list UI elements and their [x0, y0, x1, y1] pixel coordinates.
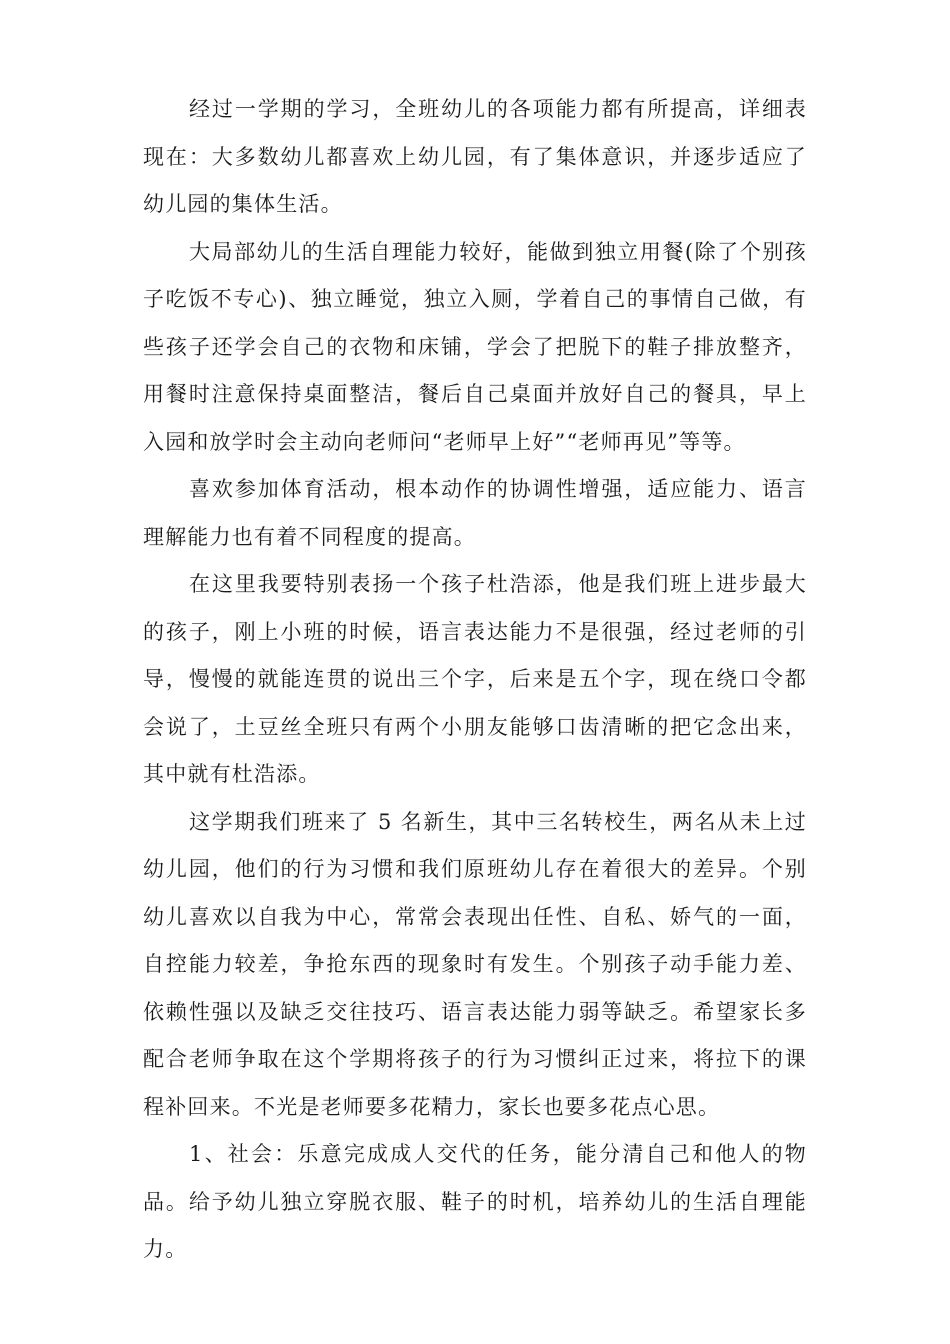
paragraph-4: 在这里我要特别表扬一个孩子杜浩添，他是我们班上进步最大的孩子，刚上小班的时候，语言表达能力不是很强，经过老师的引导，慢慢的就能连贯的说出三个字，后来是五个字，现在绕口令都会说了，土豆丝全班只有两个小朋友能够口齿清晰的把它念出来，其中就有杜浩添。 [143, 572, 807, 786]
paragraph-6: 1、社会：乐意完成成人交代的任务，能分清自己和他人的物品。给予幼儿独立穿脱衣服、鞋子的时机，培养幼儿的生活自理能力。 [143, 1142, 807, 1261]
document-body [143, 86, 807, 1274]
paragraph-1: 经过一学期的学习，全班幼儿的各项能力都有所提高，详细表现在：大多数幼儿都喜欢上幼儿园，有了集体意识，并逐步适应了幼儿园的集体生活。 [143, 97, 807, 216]
paragraph-2: 大局部幼儿的生活自理能力较好，能做到独立用餐(除了个别孩子吃饭不专心)、独立睡觉，独立入厕，学着自己的事情自己做，有些孩子还学会自己的衣物和床铺，学会了把脱下的鞋子排放整齐，用餐时注意保持桌面整洁，餐后自己桌面并放好自己的餐具，早上入园和放学时会主动向老师问“老师早上好”“老师再见”等等。 [143, 239, 807, 454]
paragraph-3: 喜欢参加体育活动，根本动作的协调性增强，适应能力、语言理解能力也有着不同程度的提高。 [143, 477, 807, 549]
paragraph-5: 这学期我们班来了 5 名新生，其中三名转校生，两名从未上过幼儿园，他们的行为习惯和我们原班幼儿存在着很大的差异。个别幼儿喜欢以自我为中心，常常会表现出任性、自私、娇气的一面，自控能力较差，争抢东西的现象时有发生。个别孩子动手能力差、依赖性强以及缺乏交往技巧、语言表达能力弱等缺乏。希望家长多配合老师争取在这个学期将孩子的行为习惯纠正过来，将拉下的课程补回来。不光是老师要多花精力，家长也要多花点心思。 [143, 809, 807, 1119]
